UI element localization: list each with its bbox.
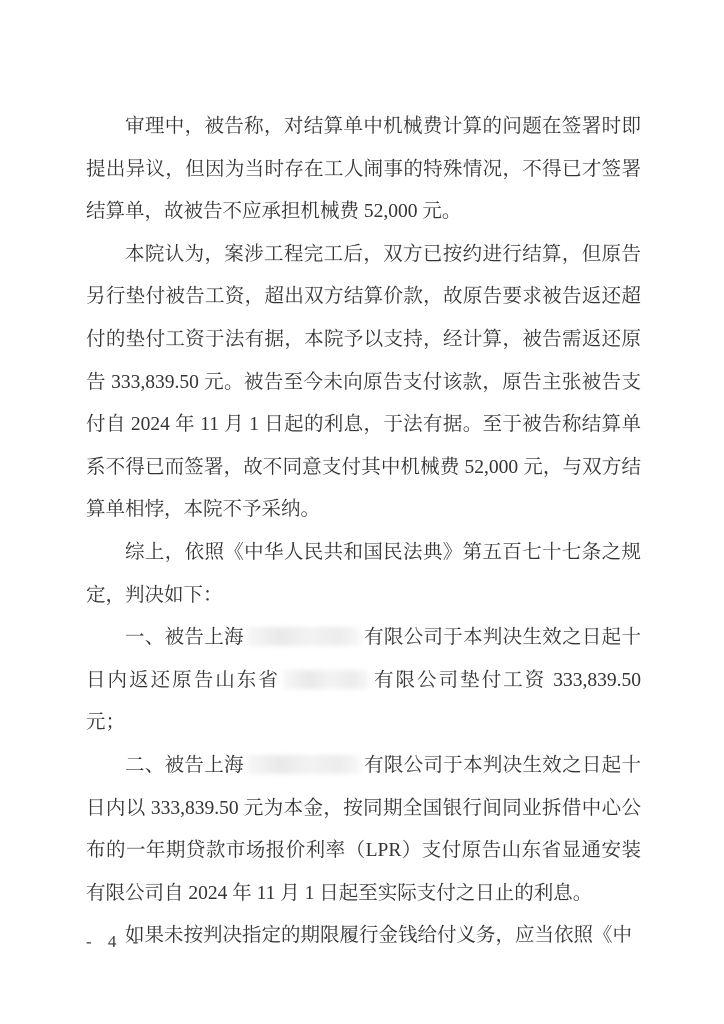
text-run: 有限公司垫付工资 333,839.50 元； xyxy=(86,669,641,734)
text-run: 有限公司于本判决生效之日起十日内以 333,839.50 元为本金，按同期全国银行间同业拆借中心公布的一年期贷款市场报价利率（LPR）支付原告山东省显通安装有限公司自 2024 年 11 月 1 日起至实际支付之日止的利息。 xyxy=(86,754,641,904)
paragraph xyxy=(86,234,641,532)
page-number: - 4 - xyxy=(86,932,145,951)
judgment-text-body xyxy=(86,106,641,958)
paragraph xyxy=(86,106,641,234)
text-run: 综上，依照《中华人民共和国民法典》第五百七十七条之规定，判决如下： xyxy=(86,541,641,606)
redacted-text xyxy=(247,627,361,646)
text-run: 二、被告上海 xyxy=(125,754,244,776)
redacted-text xyxy=(247,755,361,774)
text-run: 如果未按判决指定的期限履行金钱给付义务，应当依照《中 xyxy=(125,925,633,947)
redacted-text xyxy=(283,670,369,689)
text-run: 有限公司于本判决生效之日起十日内返还原告山东省 xyxy=(86,627,641,691)
paragraph xyxy=(86,915,641,958)
text-run: 本院认为，案涉工程完工后，双方已按约进行结算，但原告另行垫付被告工资，超出双方结算价款，故原告要求被告返还超付的垫付工资于法有据，本院予以支持，经计算，被告需返还原告 333,839.50 元。被告至今未向原告支付该款，原告主张被告支付自 2024 年 11 月 1 日起的利息，于法有据。至于被告称结算单系不得已而签署，故不同意支付其中机械费 52,000 元，与双方结算单相悖，本院不予采纳。 xyxy=(86,243,641,521)
paragraph xyxy=(86,745,641,915)
paragraph xyxy=(86,532,641,617)
paragraph xyxy=(86,617,641,745)
text-run: 审理中，被告称，对结算单中机械费计算的问题在签署时即提出异议，但因为当时存在工人闹事的特殊情况，不得已才签署结算单，故被告不应承担机械费 52,000 元。 xyxy=(86,116,641,223)
text-run: 一、被告上海 xyxy=(125,627,244,649)
